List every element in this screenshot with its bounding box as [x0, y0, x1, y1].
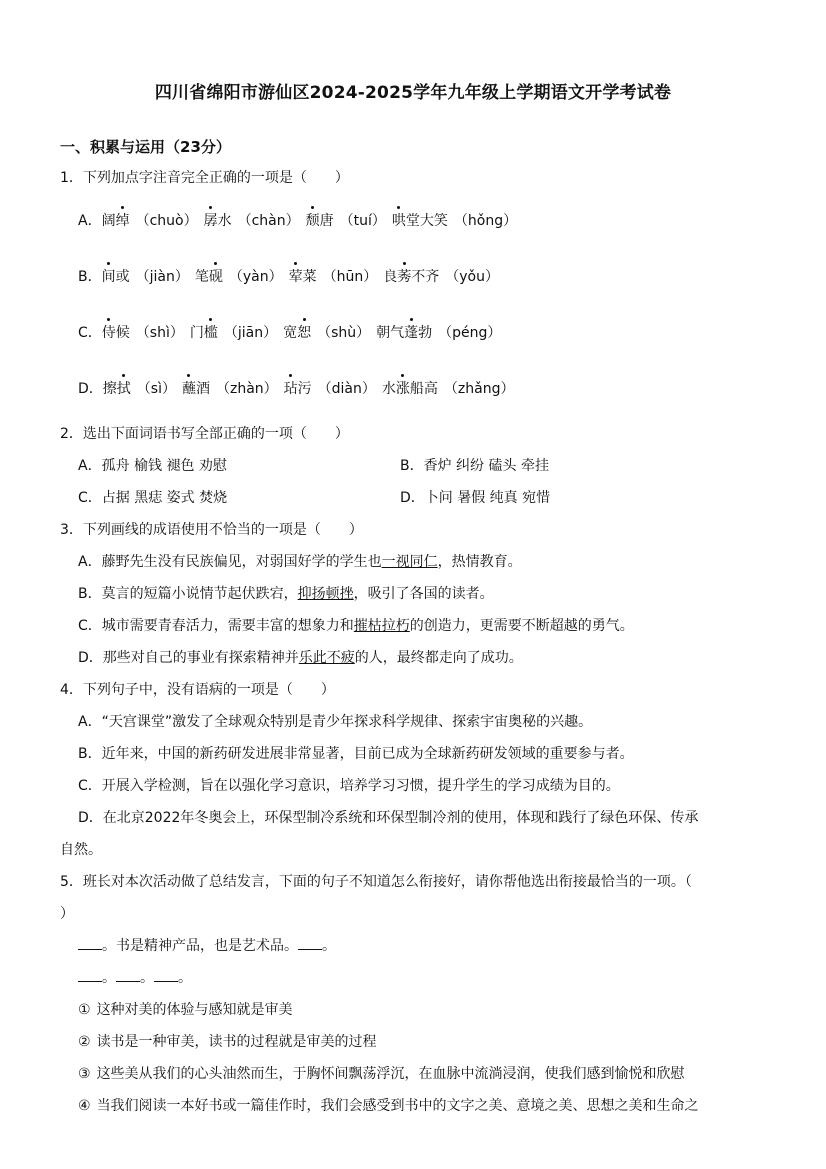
pinyin: （chuò） — [135, 213, 198, 229]
pinyin: （yǒu） — [445, 269, 499, 285]
q3-option-b[interactable]: B．莫言的短篇小说情节起伏跌宕，抑扬顿挫，吸引了各国的读者。 — [78, 586, 494, 602]
dotted-char: 孱 — [203, 213, 218, 229]
blank[interactable] — [298, 937, 322, 950]
pinyin: （yàn） — [228, 269, 283, 285]
pinyin: （zhàn） — [215, 381, 278, 397]
dotted-char: 蓬 — [404, 325, 419, 341]
q4-option-c[interactable]: C．开展入学检测，旨在以强化学习意识，培养学习习惯，提升学生的学习成绩为目的。 — [78, 778, 620, 794]
underlined-idiom: 抑扬顿挫 — [297, 586, 354, 602]
pinyin: （jiàn） — [135, 269, 189, 285]
pinyin: （shì） — [135, 325, 184, 341]
underlined-idiom: 乐此不疲 — [298, 650, 355, 666]
dotted-char: 槛 — [203, 325, 218, 341]
dotted-char: 涨 — [395, 381, 410, 397]
q3-stem: 3．下列画线的成语使用不恰当的一项是（ ） — [60, 522, 363, 538]
q5-item: ③ 这些美从我们的心头油然而生，于胸怀间飘荡浮沉，在血脉中流淌浸润，使我们感到愉悦和欣慰 — [78, 1066, 685, 1082]
q1-option-b[interactable]: B．间或 （jiàn） 笔砚 （yàn） 荤菜 （hūn） 良莠不齐 （yǒu） — [78, 269, 499, 285]
dotted-char: 拭 — [116, 381, 131, 397]
pinyin: （sì） — [136, 381, 176, 397]
item-number: ① — [78, 1002, 91, 1018]
item-number: ② — [78, 1034, 91, 1050]
option-label: C． — [78, 325, 102, 341]
q4-stem: 4．下列句子中，没有语病的一项是（ ） — [60, 682, 335, 698]
option-label: A． — [78, 213, 102, 229]
blank[interactable] — [154, 969, 178, 982]
pinyin: （hūn） — [322, 269, 378, 285]
q3-option-c[interactable]: C．城市需要青春活力，需要丰富的想象力和摧枯拉朽的创造力，更需要不断超越的勇气。 — [78, 618, 634, 634]
dotted-char: 莠 — [397, 269, 412, 285]
pinyin: （jiān） — [223, 325, 278, 341]
q1-stem: 1．下列加点字注音完全正确的一项是（ ） — [60, 170, 349, 186]
dotted-char: 颓 — [305, 213, 320, 229]
dotted-char: 哄 — [391, 213, 406, 229]
q5-passage-line1: 。书是精神产品，也是艺术品。 。 — [78, 936, 336, 956]
blank[interactable] — [116, 969, 140, 982]
q5-stem-cont: ） — [60, 906, 74, 922]
dotted-char: 荤 — [288, 269, 303, 285]
q3-option-a[interactable]: A．藤野先生没有民族偏见，对弱国好学的学生也一视同仁，热情教育。 — [78, 554, 522, 570]
dotted-char: 玷 — [283, 381, 298, 397]
pinyin: （diàn） — [317, 381, 376, 397]
dotted-char: 侍 — [101, 325, 116, 341]
q4-option-b[interactable]: B．近年来，中国的新药研发进展非常显著，目前已成为全球新药研发领域的重要参与者。 — [78, 746, 634, 762]
item-number: ③ — [78, 1066, 91, 1082]
dotted-char: 砚 — [208, 269, 223, 285]
q1-option-c[interactable]: C．侍候 （shì） 门槛 （jiān） 宽恕 （shù） 朝气蓬勃 （péng） — [78, 325, 502, 341]
blank[interactable] — [78, 937, 102, 950]
option-label: D． — [78, 381, 103, 397]
section-heading: 一、积累与运用（23分） — [60, 138, 231, 156]
q3-option-d[interactable]: D．那些对自己的事业有探索精神并乐此不疲的人，最终都走向了成功。 — [78, 650, 523, 666]
pinyin: （tuí） — [339, 213, 386, 229]
q2-option-b[interactable]: B．香炉 纠纷 磕头 牵挂 — [400, 458, 549, 474]
q1-option-a[interactable]: A．阔绰 （chuò） 孱水 （chàn） 颓唐 （tuí） 哄堂大笑 （hǒng） — [78, 213, 518, 229]
item-number: ④ — [78, 1098, 91, 1114]
pinyin: （péng） — [438, 325, 502, 341]
q1-option-d[interactable]: D．擦拭 （sì） 蘸酒 （zhàn） 玷污 （diàn） 水涨船高 （zhǎng） — [78, 381, 515, 397]
underlined-idiom: 一视同仁 — [381, 554, 438, 570]
option-label: B． — [78, 269, 102, 285]
q5-item: ② 读书是一种审美，读书的过程就是审美的过程 — [78, 1034, 377, 1050]
dotted-char: 绰 — [115, 213, 130, 229]
q4-option-a[interactable]: A．“天宫课堂”激发了全球观众特别是青少年探求科学规律、探索宇宙奥秘的兴趣。 — [78, 714, 593, 730]
q2-option-a[interactable]: A．孤舟 榆钱 褪色 劝慰 — [78, 458, 227, 474]
q5-stem: 5．班长对本次活动做了总结发言，下面的句子不知道怎么衔接好，请你帮他选出衔接最恰当的一项。（ — [60, 874, 692, 890]
underlined-idiom: 摧枯拉朽 — [353, 618, 410, 634]
dotted-char: 间 — [101, 269, 116, 285]
q4-option-d[interactable]: D．在北京2022年冬奥会上，环保型制冷系统和环保型制冷剂的使用，体现和践行了绿色环保、传承 — [78, 810, 699, 826]
q5-item: ④ 当我们阅读一本好书或一篇佳作时，我们会感受到书中的文字之美、意境之美、思想之美和生命之 — [78, 1098, 699, 1114]
pinyin: （hǒng） — [453, 213, 518, 229]
q2-stem: 2．选出下面词语书写全部正确的一项（ ） — [60, 426, 349, 442]
q5-passage-line2: 。 。 。 — [78, 968, 192, 988]
exam-title: 四川省绵阳市游仙区2024-2025学年九年级上学期语文开学考试卷 — [154, 83, 672, 103]
q4-option-d-cont: 自然。 — [60, 842, 102, 858]
q2-option-d[interactable]: D．卜问 暑假 纯真 宛惜 — [400, 490, 551, 506]
pinyin: （shù） — [317, 325, 371, 341]
blank[interactable] — [78, 969, 102, 982]
dotted-char: 恕 — [297, 325, 312, 341]
q5-item: ① 这种对美的体验与感知就是审美 — [78, 1002, 293, 1018]
pinyin: （chàn） — [237, 213, 300, 229]
q2-option-c[interactable]: C．占据 黑痣 姿式 焚烧 — [78, 490, 228, 506]
pinyin: （zhǎng） — [443, 381, 515, 397]
dotted-char: 蘸 — [181, 381, 196, 397]
